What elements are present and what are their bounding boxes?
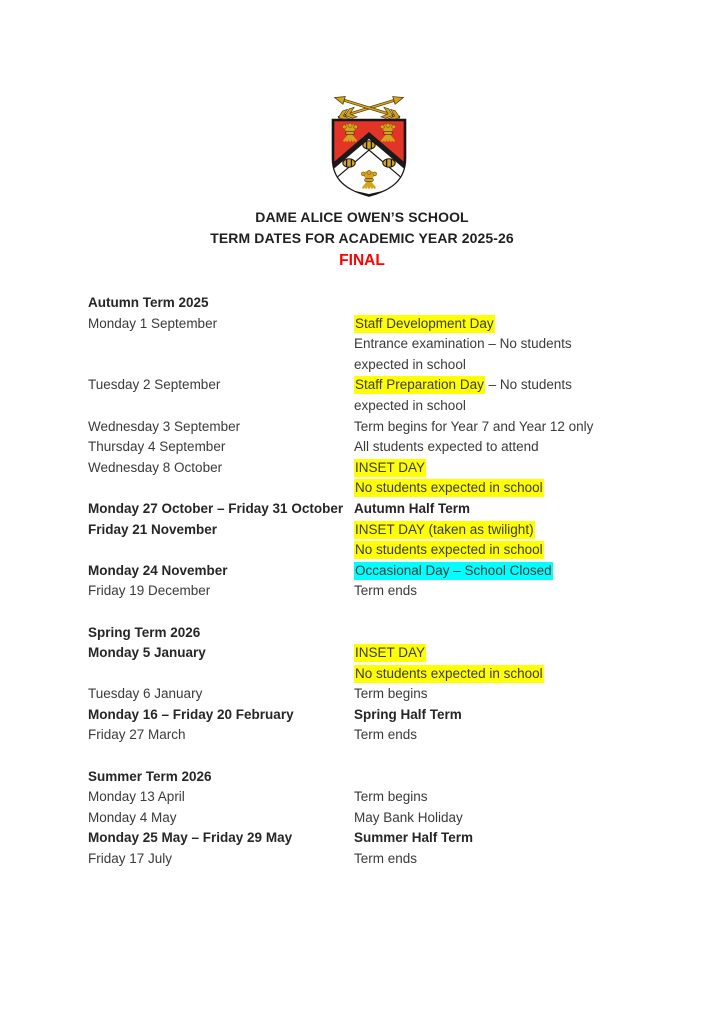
- detail-cell: [354, 458, 648, 499]
- detail-cell: [354, 581, 648, 602]
- highlighted-text: No students expected in school: [355, 542, 543, 558]
- detail-text: May Bank Holiday: [354, 809, 463, 825]
- highlighted-text: Staff Development Day: [355, 315, 494, 331]
- detail-text: Autumn Half Term: [354, 500, 471, 516]
- detail-line: [354, 499, 648, 520]
- date-cell: Friday 19 December: [88, 583, 211, 599]
- detail-line: [354, 664, 648, 685]
- detail-line: [354, 787, 648, 808]
- detail-text: Term ends: [354, 851, 418, 867]
- term-row: [88, 375, 648, 416]
- detail-line: [354, 561, 648, 582]
- detail-line: [354, 705, 648, 726]
- detail-text: Summer Half Term: [354, 830, 474, 846]
- term-row: [88, 705, 648, 726]
- detail-line: [354, 478, 648, 499]
- detail-cell: [354, 437, 648, 458]
- term-row: [88, 725, 648, 746]
- detail-line: [354, 375, 648, 396]
- document-title: TERM DATES FOR ACADEMIC YEAR 2025-26: [210, 230, 514, 246]
- detail-cell: [354, 499, 648, 520]
- term-row: [88, 520, 648, 561]
- detail-line: [354, 458, 648, 479]
- term-section: [88, 767, 648, 870]
- detail-cell: [354, 561, 648, 582]
- date-cell: Monday 25 May – Friday 29 May: [88, 830, 293, 846]
- detail-text: Term ends: [354, 583, 418, 599]
- title-block: [0, 207, 724, 273]
- detail-cell: [354, 808, 648, 829]
- detail-line: [354, 684, 648, 705]
- detail-line: [354, 540, 648, 561]
- detail-line: [354, 520, 648, 541]
- detail-cell: [354, 643, 648, 684]
- date-cell: Monday 27 October – Friday 31 October: [88, 500, 344, 516]
- school-crest-icon: [326, 95, 412, 197]
- detail-cell: [354, 684, 648, 705]
- date-cell: Monday 1 September: [88, 315, 218, 331]
- detail-line: [354, 849, 648, 870]
- detail-line: [354, 808, 648, 829]
- detail-line: [354, 581, 648, 602]
- term-row: [88, 684, 648, 705]
- detail-line: [354, 314, 648, 335]
- highlighted-text: Occasional Day – School Closed: [355, 562, 552, 578]
- date-cell: Thursday 4 September: [88, 439, 226, 455]
- detail-line: [354, 725, 648, 746]
- detail-line: [354, 828, 648, 849]
- detail-cell: [354, 787, 648, 808]
- final-status: FINAL: [339, 252, 385, 269]
- term-row: [88, 458, 648, 499]
- school-name: DAME ALICE OWEN’S SCHOOL: [255, 209, 469, 225]
- detail-line: [354, 355, 648, 376]
- section-heading: Summer Term 2026: [88, 768, 212, 784]
- term-section: [88, 623, 648, 747]
- detail-line: [354, 396, 648, 417]
- detail-cell: [354, 849, 648, 870]
- date-cell: Monday 24 November: [88, 562, 228, 578]
- detail-cell: [354, 314, 648, 376]
- section-heading: Autumn Term 2025: [88, 295, 209, 310]
- detail-cell: [354, 375, 648, 416]
- detail-text: – No students: [484, 377, 572, 393]
- detail-text: expected in school: [354, 397, 466, 413]
- detail-line: [354, 334, 648, 355]
- term-row: [88, 437, 648, 458]
- date-cell: Monday 16 – Friday 20 February: [88, 706, 294, 722]
- term-row: [88, 828, 648, 849]
- term-sections: [88, 293, 648, 870]
- detail-cell: [354, 828, 648, 849]
- detail-text: Term begins for Year 7 and Year 12 only: [354, 418, 594, 434]
- detail-line: [354, 437, 648, 458]
- detail-text: Term begins: [354, 789, 428, 805]
- term-row: [88, 849, 648, 870]
- term-row: [88, 417, 648, 438]
- highlighted-text: INSET DAY (taken as twilight): [355, 521, 534, 537]
- term-section: [88, 293, 648, 602]
- term-row: [88, 561, 648, 582]
- highlighted-text: INSET DAY: [355, 645, 426, 661]
- detail-text: Term begins: [354, 686, 428, 702]
- highlighted-text: Staff Preparation Day: [355, 377, 484, 393]
- detail-text: All students expected to attend: [354, 439, 539, 455]
- detail-cell: [354, 520, 648, 561]
- detail-text: Spring Half Term: [354, 706, 462, 722]
- date-cell: Tuesday 6 January: [88, 686, 203, 702]
- date-cell: Monday 13 April: [88, 789, 185, 805]
- date-cell: Friday 27 March: [88, 727, 186, 743]
- detail-text: Term ends: [354, 727, 418, 743]
- date-cell: Wednesday 8 October: [88, 459, 223, 475]
- date-cell: Friday 17 July: [88, 851, 173, 867]
- term-row: [88, 499, 648, 520]
- highlighted-text: No students expected in school: [355, 665, 543, 681]
- term-row: [88, 808, 648, 829]
- detail-line: [354, 643, 648, 664]
- term-row: [88, 581, 648, 602]
- highlighted-text: INSET DAY: [355, 459, 426, 475]
- detail-line: [354, 417, 648, 438]
- detail-cell: [354, 417, 648, 438]
- date-cell: Monday 4 May: [88, 809, 177, 825]
- date-cell: Tuesday 2 September: [88, 377, 221, 393]
- section-heading: Spring Term 2026: [88, 624, 201, 640]
- highlighted-text: No students expected in school: [355, 480, 543, 496]
- detail-text: expected in school: [354, 356, 466, 372]
- detail-cell: [354, 725, 648, 746]
- term-row: [88, 314, 648, 376]
- date-cell: Monday 5 January: [88, 645, 206, 661]
- date-cell: Friday 21 November: [88, 521, 218, 537]
- term-row: [88, 643, 648, 684]
- term-row: [88, 787, 648, 808]
- date-cell: Wednesday 3 September: [88, 418, 241, 434]
- detail-cell: [354, 705, 648, 726]
- detail-text: Entrance examination – No students: [354, 336, 572, 352]
